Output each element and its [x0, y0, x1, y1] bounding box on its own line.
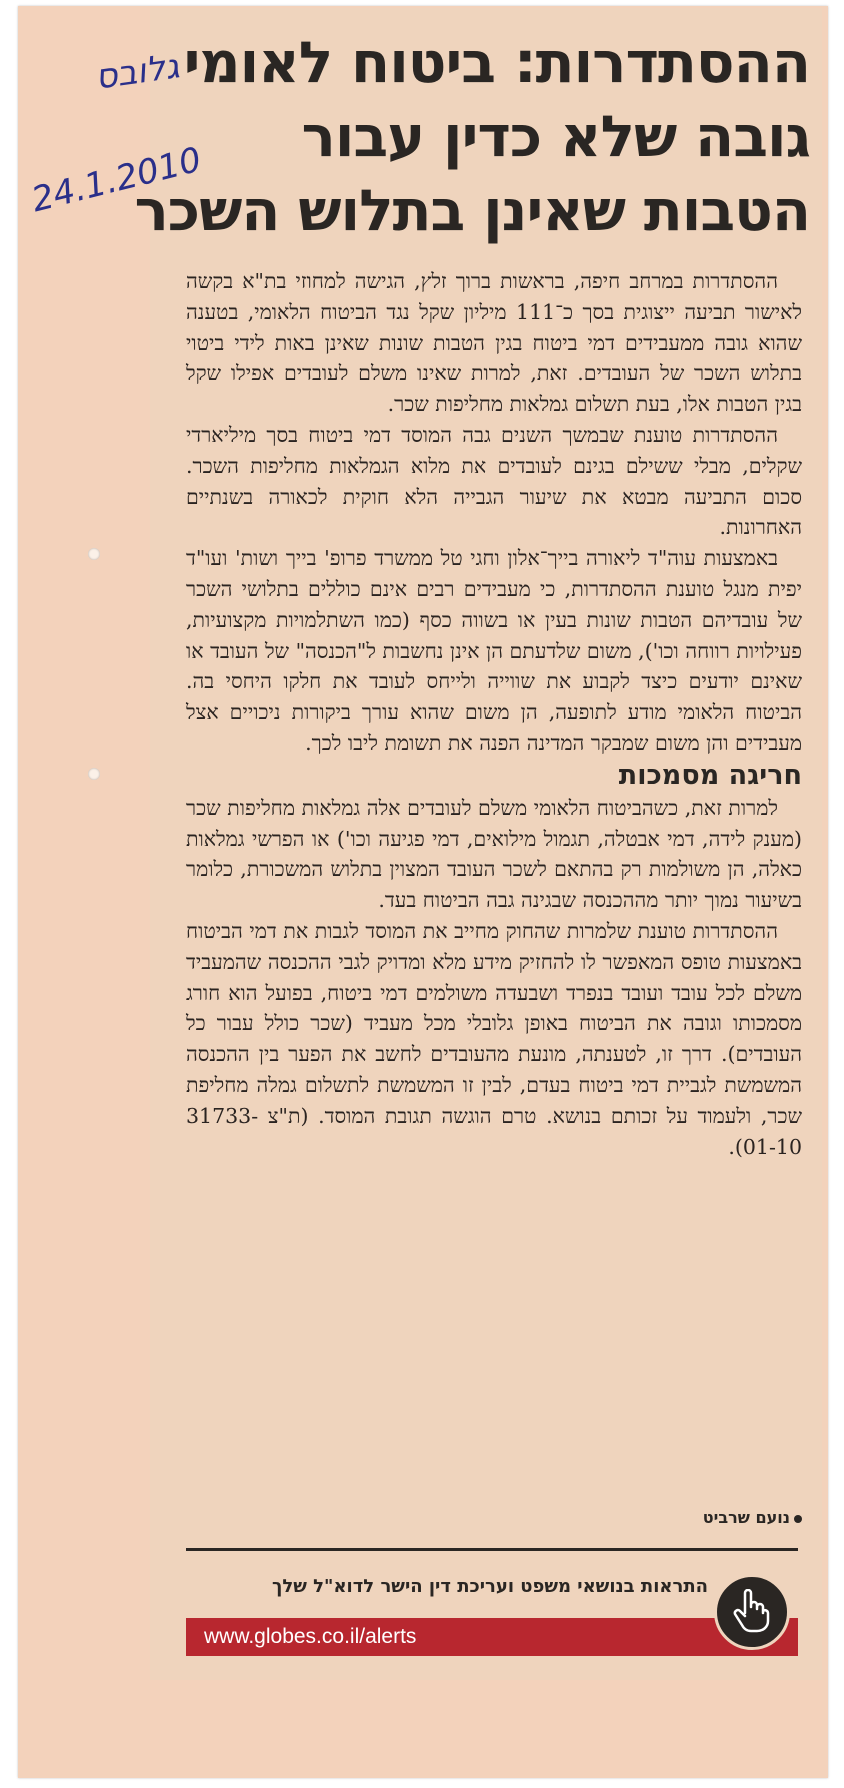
alerts-promo[interactable]	[186, 1560, 798, 1660]
headline-line: ההסתדרות: ביטוח לאומי	[183, 30, 810, 96]
article-body	[186, 266, 802, 1162]
handwritten-date: 24.1.2010	[27, 139, 206, 221]
promo-url-bar[interactable]	[186, 1618, 798, 1656]
headline-line: גובה שלא כדין עבור	[301, 104, 810, 170]
promo-text: התראות בנושאי משפט ועריכת דין הישר לדוא"ל שלך	[271, 1576, 708, 1597]
paragraph: למרות זאת, כשהביטוח הלאומי משלם לעובדים אלה גמלאות מחליפות שכר (מענק לידה, דמי אבטלה, תגמול מילואים, דמי פגיעה וכו') או הפרשי גמלאות כאלה, הן משולמות רק בהתאם לשכר העובד המצוין בתלוש המשכורת, כלומר בשיעור נמוך יותר מההכנסה שבגינה גבה הביטוח בעד.	[186, 795, 802, 913]
divider	[186, 1548, 798, 1551]
subheading: חריגה מסמכות	[618, 759, 802, 791]
paragraph: ההסתדרות טוענת שבמשך השנים גבה המוסד דמי ביטוח בסך מיליארדי שקלים, מבלי ששילם בגינם לעובדים את מלוא הגמלאות מחליפות השכר. סכום התביעה מבטא את שיעור הגבייה הלא חוקית לכאורה בשנתיים האחרונות.	[186, 422, 802, 540]
byline	[186, 1508, 802, 1527]
bullet-icon	[794, 1515, 802, 1523]
author-name: נועם שרביט	[702, 1508, 790, 1527]
headline-line: הטבות שאינן בתלוש השכר	[134, 178, 810, 244]
paragraph: באמצעות עוה"ד ליאורה בייך־אלון וחגי טל ממשרד פרופ' בייך ושות' ועו"ד יפית מנגל טוענת ההסתדרות, כי מעבידים רבים אינם כוללים בתלושי השכר של עובדיהם הטבות שונות בעין או בשווה כסף (כמו השתלמויות מקצועיות, פעילויות רווחה וכו'), משום שלדעתם הן אינן נחשבות ל"הכנסה" של העובד או שאינם יודעים כיצד לקבוע את שווייה ולייחס לעובד את חלקו היחסי בה. הביטוח הלאומי מודע לתופעה, הן משום שהוא עורך ביקורות ניכויים אצל מעבידים והן משום שמבקר המדינה הפנה את תשומת ליבו לכך.	[186, 546, 802, 755]
paragraph: ההסתדרות במרחב חיפה, בראשות ברוך זלץ, הגישה למחוזי בת"א בקשה לאישור תביעה ייצוגית בסך כ־111 מיליון שקל נגד הביטוח הלאומי, בטענה שהוא גובה ממעבידים דמי ביטוח בגין הטבות שונות שאינן באות לידי ביטוי בתלוש השכר של העובדים. זאת, למרות שאינו משלם לעובדים אפילו שקל בגין הטבות אלו, בעת תשלום גמלאות מחליפות שכר.	[186, 269, 803, 417]
paragraph: ההסתדרות טוענת שלמרות שהחוק מחייב את המוסד לגבות את דמי הביטוח באמצעות טופס המאפשר לו להחזיק מידע מלא ומדויק לגבי ההכנסה שהמעביד משלם לכל עובד ועובד בנפרד ושבעדה משולמים דמי ביטוח, בפועל הוא חורג מסמכותו וגובה את הביטוח באופן גלובלי מכל מעביד (שכר כולל עבור כל העובדים). דרך זו, לטענתה, מונעת מהעובדים לחשב את הפער בין ההכנסה המשמשת לגביית דמי ביטוח בעדם, לבין זו המשמשת לתשלום גמלה מחליפת שכר, ולעמוד על זכותם בנושא. טרם הוגשה תגובת המוסד. (ת"צ 31733-01-10).	[186, 918, 802, 1159]
promo-url[interactable]: www.globes.co.il/alerts	[204, 1625, 417, 1648]
hand-pointer-icon	[714, 1574, 790, 1650]
handwritten-source: גלובס	[92, 46, 182, 98]
